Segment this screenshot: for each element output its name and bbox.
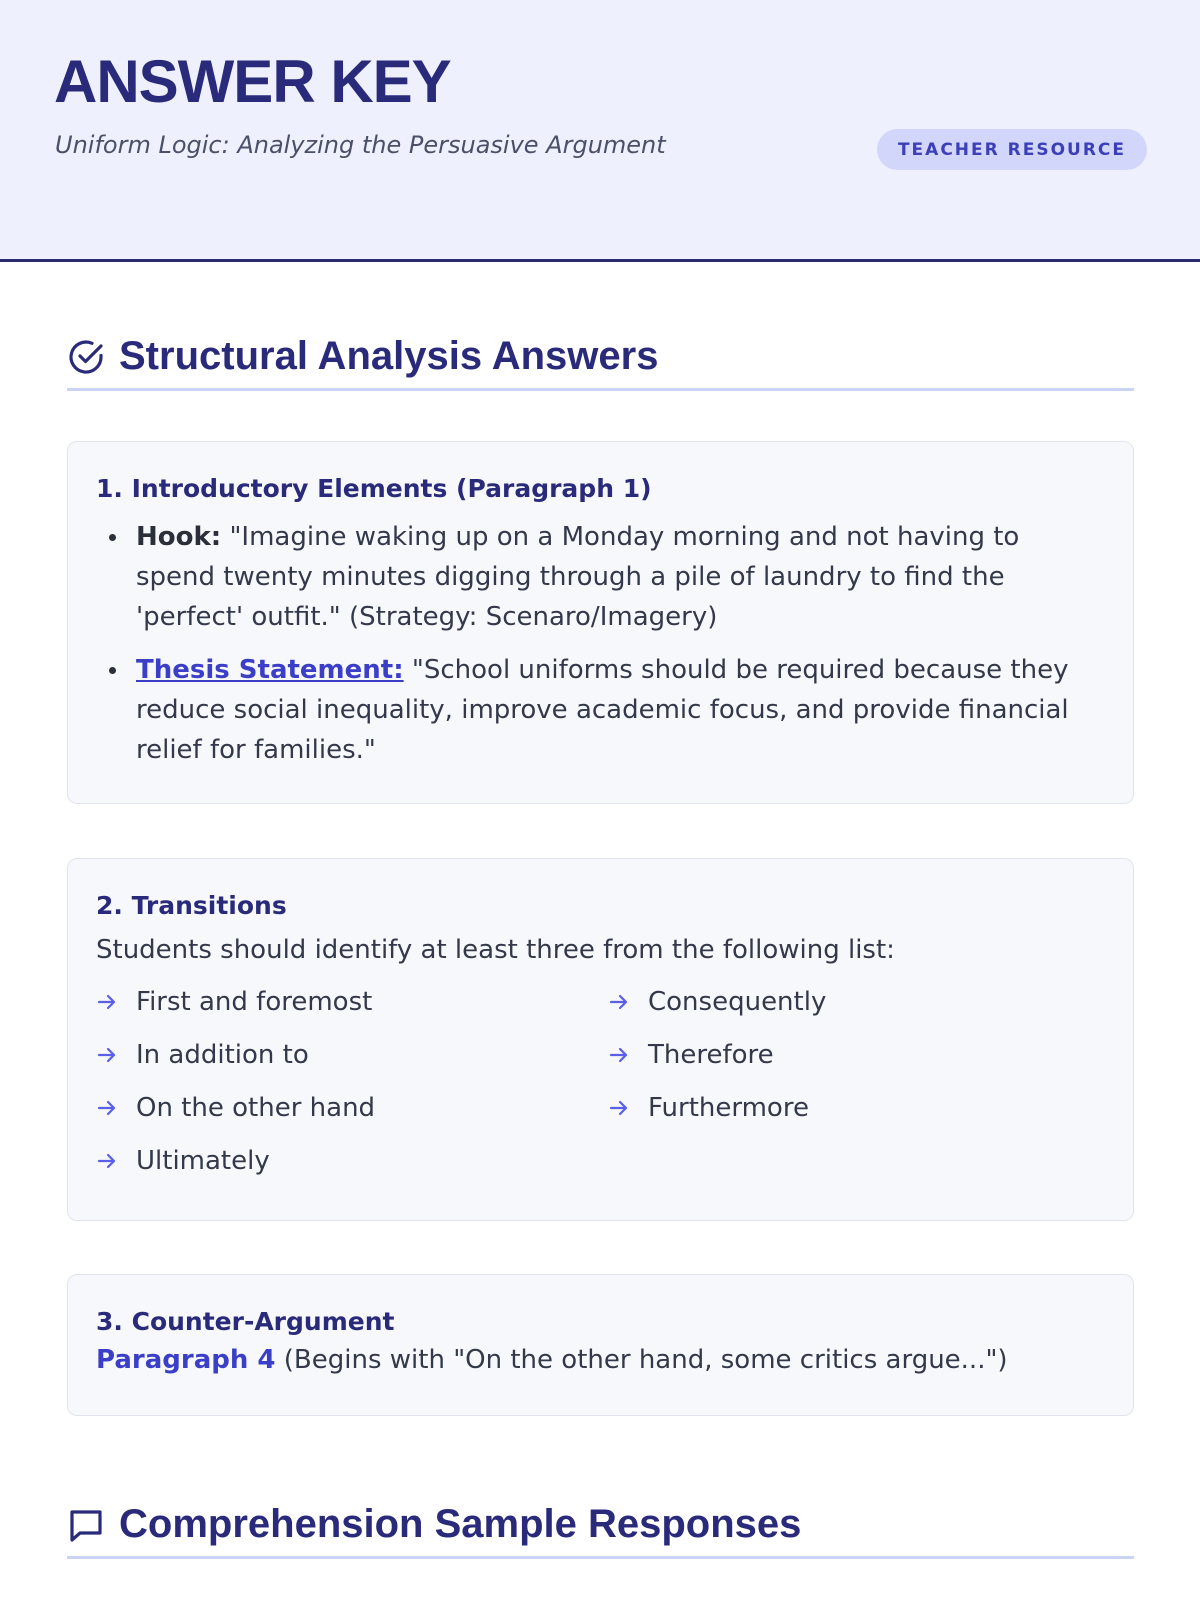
list-item: Therefore [608, 1035, 774, 1075]
intro-elements-card [67, 441, 1134, 804]
arrow-right-icon [96, 1044, 118, 1066]
arrow-right-icon [96, 1150, 118, 1172]
transitions-card [67, 858, 1134, 1221]
paragraph-reference: Paragraph 4 [96, 1345, 276, 1375]
page-header [0, 0, 1200, 262]
intro-elements-list [96, 517, 1105, 770]
hook-label: Hook: [136, 522, 222, 552]
list-item: Ultimately [96, 1141, 270, 1181]
speech-bubble-icon [67, 1506, 105, 1544]
counter-argument-card [67, 1274, 1134, 1416]
comprehension-heading [67, 1493, 1134, 1559]
arrow-right-icon [96, 991, 118, 1013]
counter-argument-answer [96, 1340, 1105, 1380]
structural-analysis-heading [67, 325, 1134, 391]
list-item: On the other hand [96, 1088, 375, 1128]
page-subtitle: Uniform Logic: Analyzing the Persuasive Argument [55, 131, 666, 159]
list-item: Consequently [608, 982, 826, 1022]
arrow-right-icon [608, 991, 630, 1013]
arrow-right-icon [608, 1044, 630, 1066]
thesis-statement-link[interactable]: Thesis Statement: [136, 655, 404, 685]
arrow-right-icon [608, 1097, 630, 1119]
transitions-list [96, 982, 1105, 1197]
card-title: 2. Transitions [96, 891, 287, 920]
card-title: 1. Introductory Elements (Paragraph 1) [96, 474, 652, 503]
thesis-item [96, 650, 1105, 770]
thesis-text: "School uniforms should be required because they reduce social inequality, improve academic focus, and provide financial relief for families." [136, 655, 1069, 765]
section-title: Comprehension Sample Responses [119, 1502, 802, 1546]
teacher-resource-badge: TEACHER RESOURCE [877, 129, 1147, 170]
counter-argument-text: (Begins with "On the other hand, some critics argue...") [275, 1345, 1008, 1375]
transitions-intro: Students should identify at least three from the following list: [96, 935, 895, 965]
check-circle-icon [67, 338, 105, 376]
list-item: Furthermore [608, 1088, 809, 1128]
list-item: In addition to [96, 1035, 309, 1075]
page-title: ANSWER KEY [54, 48, 451, 115]
hook-item [96, 517, 1105, 637]
arrow-right-icon [96, 1097, 118, 1119]
list-item: First and foremost [96, 982, 372, 1022]
section-title: Structural Analysis Answers [119, 334, 659, 378]
card-title: 3. Counter-Argument [96, 1307, 395, 1336]
hook-text: "Imagine waking up on a Monday morning and not having to spend twenty minutes digging through a pile of laundry to find the 'perfect' outfit." (Strategy: Scenaro/Imagery) [136, 522, 1020, 632]
